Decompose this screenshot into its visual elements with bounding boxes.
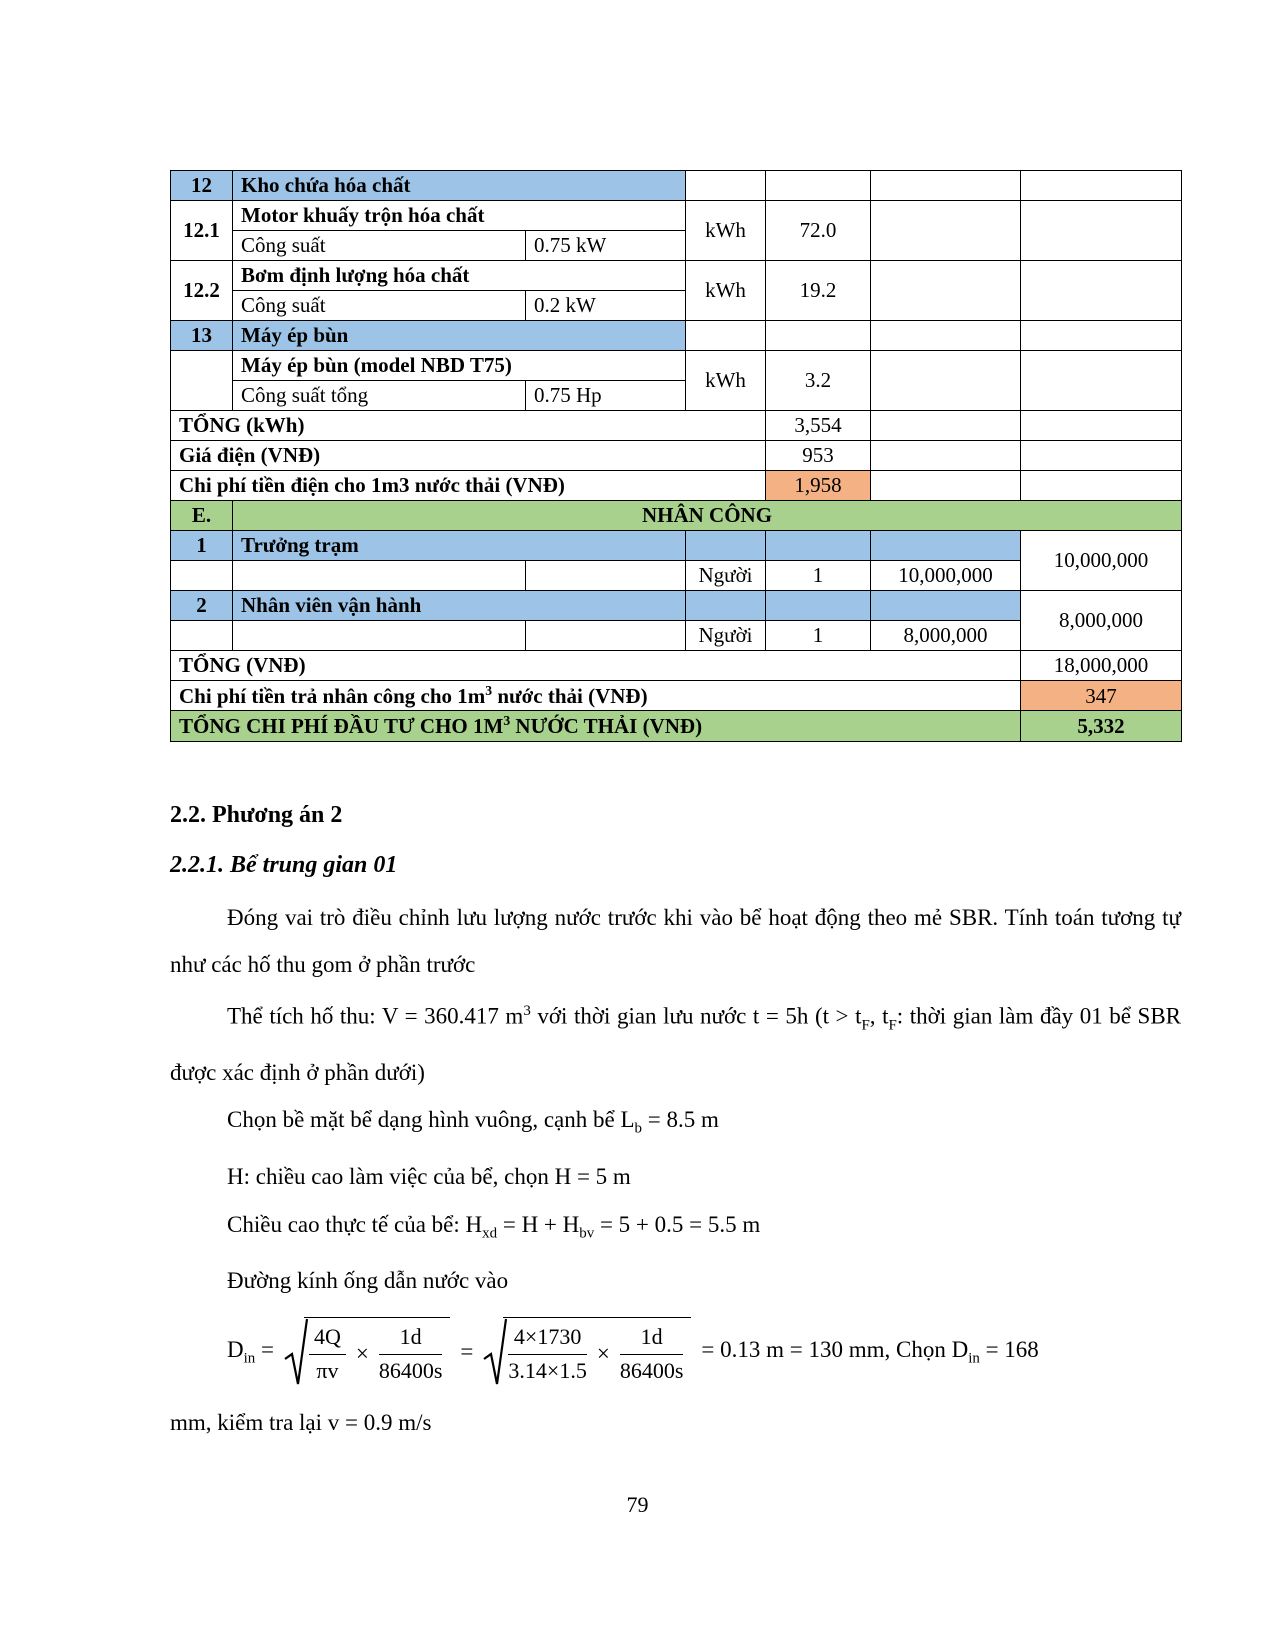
table-cell <box>1021 351 1182 411</box>
table-cell <box>1021 411 1182 441</box>
table-row <box>171 501 1182 531</box>
document-body <box>170 800 1181 1447</box>
subsection-heading: 2.2.1. Bể trung gian 01 <box>170 852 398 878</box>
section-letter-cell: E. <box>171 501 233 531</box>
table-row <box>171 261 1182 291</box>
table-row <box>171 171 1182 201</box>
unit-cell: Người <box>686 621 766 651</box>
sqrt-expression <box>483 1317 691 1387</box>
total-label-cell: Chi phí tiền điện cho 1m3 nước thải (VNĐ) <box>171 471 766 501</box>
table-cell <box>233 621 526 651</box>
fraction: $\frac{1d}{86400s}$ <box>619 1324 684 1383</box>
table-cell <box>686 531 766 561</box>
param-cell: Công suất <box>233 291 526 321</box>
table-cell <box>1021 321 1182 351</box>
price-cell: 10,000,000 <box>871 561 1021 591</box>
qty-cell: 1 <box>766 561 871 591</box>
table-cell <box>766 321 871 351</box>
row-number-cell: 12.2 <box>171 261 233 321</box>
row-number-cell: 12.1 <box>171 201 233 261</box>
table-cell <box>1021 471 1182 501</box>
row-number-cell: 13 <box>171 321 233 351</box>
table-cell <box>871 261 1021 321</box>
total-cell: 10,000,000 <box>1021 531 1182 591</box>
total-value-cell: 3,554 <box>766 411 871 441</box>
table-cell <box>686 321 766 351</box>
table-cell <box>766 171 871 201</box>
total-label-cell: Chi phí tiền trả nhân công cho $1m^3$ nước thải (VNĐ) <box>171 681 1021 711</box>
paragraph: Đóng vai trò điều chỉnh lưu lượng nước trước khi vào bể hoạt động theo mẻ SBR. Tính toán tương tự như các hố thu gom ở phần trước <box>170 905 1181 977</box>
sqrt-expression <box>284 1317 450 1387</box>
table-cell <box>1021 261 1182 321</box>
item-title-cell: Nhân viên vận hành <box>233 591 686 621</box>
item-title-cell: Trưởng trạm <box>233 531 686 561</box>
formula-lhs: $D_{in}$ = <box>227 1337 274 1367</box>
table-cell <box>871 471 1021 501</box>
section-header-cell: NHÂN CÔNG <box>233 501 1182 531</box>
row-number-cell: 12 <box>171 171 233 201</box>
table-cell <box>526 561 686 591</box>
paragraph: Thể tích hố thu: V = 360.417 $m^3$ với thời gian lưu nước t = 5h ($t > t_F$, $t_F$: thời gian làm đầy 01 bể SBR được xác định ở phần dưới) <box>170 1003 1182 1086</box>
table-cell <box>766 591 871 621</box>
section-heading: 2.2. Phương án 2 <box>170 802 343 828</box>
fraction: $\frac{4Q}{\pi v}$ <box>309 1324 346 1384</box>
amount-cell: 3.2 <box>766 351 871 411</box>
table-cell <box>871 171 1021 201</box>
value-cell: 0.75 kW <box>526 231 686 261</box>
table-cell <box>871 591 1021 621</box>
highlight-value-cell: 1,958 <box>766 471 871 501</box>
section-label-cell: Kho chứa hóa chất <box>233 171 686 201</box>
table-cell <box>171 621 233 651</box>
paragraph: Chiều cao thực tế của bể: $H_{xd} = H + H_{bv} = 5 + 0.5 = 5.5$ m <box>227 1211 761 1242</box>
equals-sign: = <box>460 1339 474 1365</box>
grand-total-label-cell: TỔNG CHI PHÍ ĐẦU TƯ CHO $1M^3$ NƯỚC THẢI (VNĐ) <box>171 711 1021 741</box>
item-title-cell: Bơm định lượng hóa chất <box>233 261 686 291</box>
table-row <box>171 471 1182 501</box>
table-cell <box>871 321 1021 351</box>
highlight-value-cell: 347 <box>1021 681 1182 711</box>
param-cell: Công suất <box>233 231 526 261</box>
value-cell: 0.75 Hp <box>526 381 686 411</box>
table-row <box>171 531 1182 561</box>
unit-cell: kWh <box>686 201 766 261</box>
table-cell <box>1021 441 1182 471</box>
paragraph: H: chiều cao làm việc của bể, chọn H = 5 m <box>227 1163 631 1189</box>
investment-cost-table <box>170 170 1182 742</box>
row-number-cell: 1 <box>171 531 233 561</box>
table-row <box>171 411 1182 441</box>
table-row <box>171 681 1182 711</box>
table-cell <box>686 171 766 201</box>
multiply-sign: × <box>355 1341 369 1367</box>
table-row <box>171 591 1182 621</box>
paragraph: mm, kiểm tra lại v = 0.9 m/s <box>170 1410 432 1436</box>
grand-total-value-cell: 5,332 <box>1021 711 1182 741</box>
table-cell <box>686 591 766 621</box>
unit-cell: Người <box>686 561 766 591</box>
table-cell <box>871 531 1021 561</box>
table-cell <box>871 351 1021 411</box>
table-cell <box>233 561 526 591</box>
table-cell <box>1021 171 1182 201</box>
table-cell <box>1021 201 1182 261</box>
table-cell <box>871 441 1021 471</box>
table-cell <box>171 561 233 591</box>
table-cell <box>871 411 1021 441</box>
unit-cell: kWh <box>686 261 766 321</box>
table-row <box>171 321 1182 351</box>
table-row <box>171 351 1182 381</box>
item-title-cell: Máy ép bùn (model NBD T75) <box>233 351 686 381</box>
multiply-sign: × <box>596 1341 610 1367</box>
amount-cell: 19.2 <box>766 261 871 321</box>
value-cell: 0.2 kW <box>526 291 686 321</box>
table-row <box>171 651 1182 681</box>
paragraph: Chọn bề mặt bể dạng hình vuông, cạnh bể $L_b = 8.5$ m <box>227 1107 719 1137</box>
table-row <box>171 441 1182 471</box>
table-cell <box>766 531 871 561</box>
table-row <box>171 201 1182 231</box>
fraction: $\frac{4\times 1730}{3.14\times 1.5}$ <box>508 1324 587 1383</box>
total-label-cell: Giá điện (VNĐ) <box>171 441 766 471</box>
row-number-cell <box>171 351 233 411</box>
price-cell: 8,000,000 <box>871 621 1021 651</box>
table-cell <box>871 201 1021 261</box>
table-row <box>171 711 1182 741</box>
item-title-cell: Motor khuấy trộn hóa chất <box>233 201 686 231</box>
paragraph: Đường kính ống dẫn nước vào <box>227 1268 509 1294</box>
unit-cell: kWh <box>686 351 766 411</box>
total-label-cell: TỔNG (VNĐ) <box>171 651 1021 681</box>
formula-result: = 0.13 m = 130 mm, Chọn $D_{in} = 168$ <box>701 1337 1039 1367</box>
diameter-formula <box>227 1317 1181 1387</box>
qty-cell: 1 <box>766 621 871 651</box>
page-number: 79 <box>626 1492 649 1517</box>
total-cell: 8,000,000 <box>1021 591 1182 651</box>
row-number-cell: 2 <box>171 591 233 621</box>
total-value-cell: 18,000,000 <box>1021 651 1182 681</box>
amount-cell: 72.0 <box>766 201 871 261</box>
total-label-cell: TỔNG (kWh) <box>171 411 766 441</box>
param-cell: Công suất tổng <box>233 381 526 411</box>
table-cell <box>526 621 686 651</box>
fraction: $\frac{1d}{86400s}$ <box>378 1324 443 1383</box>
section-label-cell: Máy ép bùn <box>233 321 686 351</box>
total-value-cell: 953 <box>766 441 871 471</box>
